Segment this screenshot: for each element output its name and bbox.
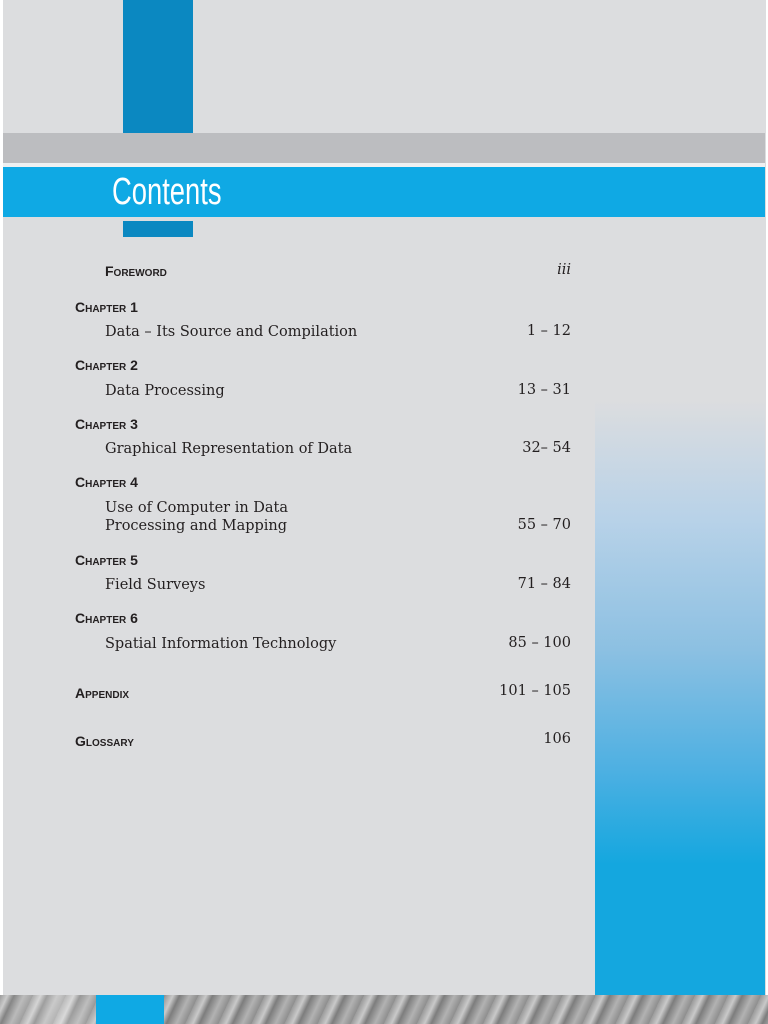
chapter-2-title: Data Processing [105, 383, 225, 399]
chapter-6-pages: 85 – 100 [508, 635, 571, 651]
chapter-3-pages: 32– 54 [522, 440, 571, 456]
page-title: Contents [112, 171, 222, 213]
chapter-4-title-line-1: Use of Computer in Data [105, 500, 289, 516]
chapter-5-pages: 71 – 84 [517, 576, 571, 592]
foreword-label: Foreword [105, 263, 167, 279]
decorative-gray-band [3, 133, 765, 163]
chapter-1-pages: 1 – 12 [526, 323, 571, 339]
appendix-label: Appendix [75, 685, 130, 701]
chapter-1-title: Data – Its Source and Compilation [105, 324, 358, 340]
chapter-4-heading: Chapter 4 [75, 474, 138, 490]
chapter-2-pages: 13 – 31 [517, 382, 571, 398]
chapter-6-title: Spatial Information Technology [105, 636, 337, 652]
chapter-3-title: Graphical Representation of Data [105, 441, 353, 457]
chapter-4-pages: 55 – 70 [517, 517, 571, 533]
chapter-5-heading: Chapter 5 [75, 552, 138, 568]
decorative-bottom-block [96, 995, 164, 1024]
chapter-5-title: Field Surveys [105, 577, 206, 593]
glossary-pages: 106 [543, 731, 571, 747]
decorative-gradient-strip [595, 400, 765, 995]
chapter-2-heading: Chapter 2 [75, 357, 138, 373]
chapter-1-heading: Chapter 1 [75, 299, 138, 315]
chapter-6-heading: Chapter 6 [75, 610, 138, 626]
foreword-pages: iii [557, 262, 571, 278]
chapter-4-title-line-2: Processing and Mapping [105, 518, 288, 534]
chapter-3-heading: Chapter 3 [75, 416, 138, 432]
decorative-tab-block [123, 221, 193, 237]
appendix-pages: 101 – 105 [499, 683, 571, 699]
glossary-label: Glossary [75, 733, 134, 749]
